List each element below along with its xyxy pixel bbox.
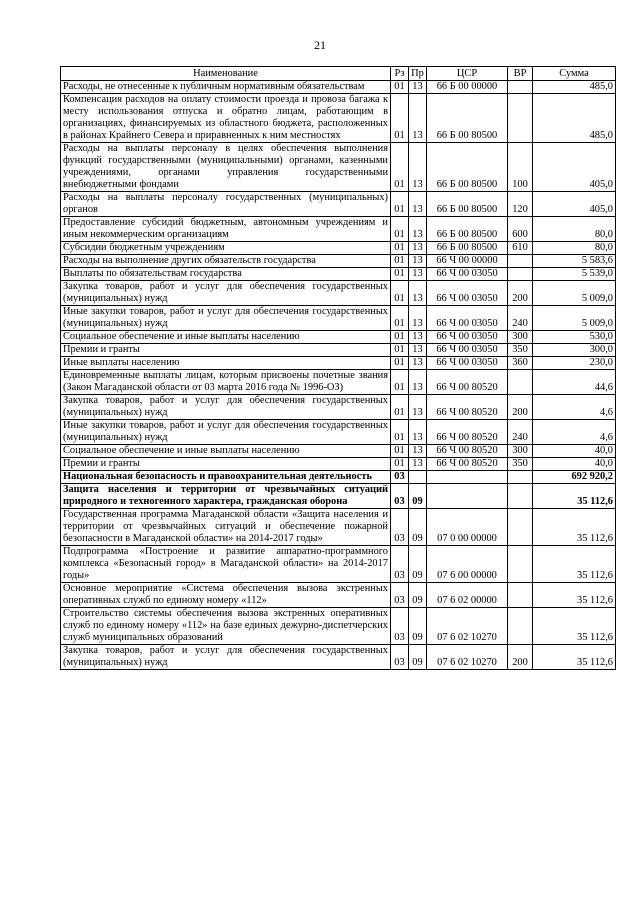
table-row: [61, 255, 616, 268]
cell-sum: 40,0: [533, 445, 616, 458]
cell-rz: 01: [391, 255, 409, 268]
header-csr: ЦСР: [427, 67, 508, 81]
cell-name: Социальное обеспечение и иные выплаты населению: [61, 445, 391, 458]
cell-csr: [427, 484, 508, 509]
cell-rz: 01: [391, 242, 409, 255]
cell-csr: 66 Б 00 80500: [427, 192, 508, 217]
cell-vr: 120: [508, 192, 533, 217]
cell-sum: 35 112,6: [533, 608, 616, 645]
cell-pr: 13: [409, 306, 427, 331]
cell-rz: 01: [391, 370, 409, 395]
cell-csr: 07 6 02 10270: [427, 608, 508, 645]
cell-name: Иные закупки товаров, работ и услуг для обеспечения государственных (муниципальных) нужд: [61, 306, 391, 331]
cell-name: Социальное обеспечение и иные выплаты населению: [61, 331, 391, 344]
cell-sum: 35 112,6: [533, 645, 616, 670]
cell-pr: 13: [409, 255, 427, 268]
header-vr: ВР: [508, 67, 533, 81]
cell-csr: 66 Ч 00 03050: [427, 268, 508, 281]
table-row: [61, 471, 616, 484]
cell-name: Расходы на выплаты персоналу государственных (муниципальных) органов: [61, 192, 391, 217]
cell-pr: 13: [409, 242, 427, 255]
cell-vr: 350: [508, 458, 533, 471]
cell-name: Закупка товаров, работ и услуг для обеспечения государственных (муниципальных) нужд: [61, 281, 391, 306]
cell-sum: 35 112,6: [533, 583, 616, 608]
cell-vr: 350: [508, 344, 533, 357]
cell-csr: 07 6 00 00000: [427, 546, 508, 583]
table-row: [61, 370, 616, 395]
cell-name: Закупка товаров, работ и услуг для обеспечения государственных (муниципальных) нужд: [61, 645, 391, 670]
cell-sum: 300,0: [533, 344, 616, 357]
cell-rz: 03: [391, 608, 409, 645]
cell-pr: 09: [409, 645, 427, 670]
cell-rz: 01: [391, 357, 409, 370]
cell-name: Субсидии бюджетным учреждениям: [61, 242, 391, 255]
cell-name: Предоставление субсидий бюджетным, автономным учреждениям и иным некоммерческим организациям: [61, 217, 391, 242]
cell-rz: 01: [391, 281, 409, 306]
table-body: [61, 81, 616, 670]
cell-name: Иные закупки товаров, работ и услуг для обеспечения государственных (муниципальных) нужд: [61, 420, 391, 445]
cell-sum: 530,0: [533, 331, 616, 344]
cell-vr: [508, 471, 533, 484]
cell-sum: 4,6: [533, 420, 616, 445]
cell-vr: 300: [508, 331, 533, 344]
table-row: [61, 306, 616, 331]
cell-csr: 66 Ч 00 03050: [427, 306, 508, 331]
table-row: [61, 395, 616, 420]
cell-sum: 485,0: [533, 94, 616, 143]
table-row: [61, 445, 616, 458]
cell-name: Национальная безопасность и правоохранительная деятельность: [61, 471, 391, 484]
cell-csr: 66 Б 00 00000: [427, 81, 508, 94]
cell-pr: 13: [409, 370, 427, 395]
cell-vr: [508, 608, 533, 645]
cell-csr: 07 6 02 00000: [427, 583, 508, 608]
cell-sum: 35 112,6: [533, 509, 616, 546]
cell-vr: 240: [508, 306, 533, 331]
cell-csr: 66 Ч 00 80520: [427, 458, 508, 471]
cell-name: Расходы на выполнение других обязательств государства: [61, 255, 391, 268]
cell-rz: 03: [391, 645, 409, 670]
cell-pr: 13: [409, 331, 427, 344]
cell-name: Защита населения и территории от чрезвычайных ситуаций природного и техногенного характера, гражданская оборона: [61, 484, 391, 509]
cell-rz: 01: [391, 344, 409, 357]
cell-vr: 200: [508, 281, 533, 306]
cell-csr: 66 Ч 00 80520: [427, 420, 508, 445]
table-row: [61, 192, 616, 217]
cell-csr: [427, 471, 508, 484]
table-row: [61, 217, 616, 242]
table-row: [61, 94, 616, 143]
table-row: [61, 281, 616, 306]
cell-sum: 5 583,6: [533, 255, 616, 268]
cell-pr: 13: [409, 281, 427, 306]
cell-vr: 610: [508, 242, 533, 255]
cell-pr: 09: [409, 583, 427, 608]
cell-rz: 03: [391, 484, 409, 509]
cell-vr: [508, 583, 533, 608]
cell-pr: [409, 471, 427, 484]
table-row: [61, 645, 616, 670]
header-rz: Рз: [391, 67, 409, 81]
table-row: [61, 268, 616, 281]
table-header-row: [61, 67, 616, 81]
cell-pr: 13: [409, 268, 427, 281]
table-row: [61, 458, 616, 471]
cell-rz: 01: [391, 445, 409, 458]
cell-rz: 01: [391, 143, 409, 192]
cell-name: Единовременные выплаты лицам, которым присвоены почетные звания (Закон Магаданской области от 03 марта 2016 года № 1996-ОЗ): [61, 370, 391, 395]
cell-sum: 5 009,0: [533, 306, 616, 331]
cell-rz: 01: [391, 306, 409, 331]
cell-vr: 300: [508, 445, 533, 458]
header-pr: Пр: [409, 67, 427, 81]
cell-name: Основное мероприятие «Система обеспечения вызова экстренных оперативных служб по единому номеру «112»: [61, 583, 391, 608]
cell-vr: [508, 81, 533, 94]
budget-table: [60, 66, 616, 670]
cell-sum: 230,0: [533, 357, 616, 370]
cell-name: Закупка товаров, работ и услуг для обеспечения государственных (муниципальных) нужд: [61, 395, 391, 420]
cell-pr: 13: [409, 420, 427, 445]
cell-rz: 03: [391, 509, 409, 546]
cell-vr: 600: [508, 217, 533, 242]
cell-name: Компенсация расходов на оплату стоимости проезда и провоза багажа к месту использования отпуска и обратно лицам, работающим в организациях, финансируемых из областного бюджета, расположенных в районах Крайнего Севера и приравненных к ним местностях: [61, 94, 391, 143]
cell-pr: 13: [409, 81, 427, 94]
cell-sum: 692 920,2: [533, 471, 616, 484]
cell-pr: 13: [409, 395, 427, 420]
cell-rz: 01: [391, 420, 409, 445]
cell-vr: [508, 255, 533, 268]
cell-vr: 100: [508, 143, 533, 192]
cell-pr: 13: [409, 94, 427, 143]
table-row: [61, 509, 616, 546]
cell-pr: 13: [409, 192, 427, 217]
cell-csr: 66 Ч 00 80520: [427, 395, 508, 420]
cell-name: Выплаты по обязательствам государства: [61, 268, 391, 281]
cell-name: Строительство системы обеспечения вызова экстренных оперативных служб по единому номеру «112» на базе единых дежурно-диспетчерских служб муниципальных образований: [61, 608, 391, 645]
cell-sum: 5 009,0: [533, 281, 616, 306]
cell-vr: 200: [508, 645, 533, 670]
table-row: [61, 420, 616, 445]
cell-pr: 13: [409, 357, 427, 370]
cell-vr: [508, 94, 533, 143]
cell-rz: 03: [391, 583, 409, 608]
cell-name: Премии и гранты: [61, 344, 391, 357]
cell-sum: 35 112,6: [533, 546, 616, 583]
table-row: [61, 331, 616, 344]
cell-sum: 80,0: [533, 242, 616, 255]
cell-rz: 01: [391, 395, 409, 420]
cell-csr: 66 Ч 00 03050: [427, 281, 508, 306]
cell-pr: 13: [409, 344, 427, 357]
cell-pr: 13: [409, 445, 427, 458]
table-row: [61, 484, 616, 509]
cell-name: Расходы на выплаты персоналу в целях обеспечения выполнения функций государственными (муниципальными) органами, казенными учреждениями, органами управления государственными внебюджетными фондами: [61, 143, 391, 192]
cell-sum: 4,6: [533, 395, 616, 420]
cell-name: Государственная программа Магаданской области «Защита населения и территории от чрезвычайных ситуаций и обеспечение пожарной безопасности в Магаданской области» на 2014-2017 годы»: [61, 509, 391, 546]
cell-rz: 01: [391, 217, 409, 242]
cell-name: Иные выплаты населению: [61, 357, 391, 370]
cell-pr: 09: [409, 509, 427, 546]
cell-csr: 66 Б 00 80500: [427, 217, 508, 242]
table-row: [61, 81, 616, 94]
cell-vr: 240: [508, 420, 533, 445]
cell-sum: 80,0: [533, 217, 616, 242]
cell-vr: [508, 370, 533, 395]
cell-csr: 66 Б 00 80500: [427, 143, 508, 192]
cell-vr: [508, 509, 533, 546]
cell-pr: 13: [409, 458, 427, 471]
cell-csr: 66 Ч 00 00000: [427, 255, 508, 268]
cell-sum: 40,0: [533, 458, 616, 471]
cell-csr: 66 Ч 00 03050: [427, 357, 508, 370]
cell-vr: [508, 546, 533, 583]
cell-vr: [508, 268, 533, 281]
table-row: [61, 357, 616, 370]
cell-sum: 35 112,6: [533, 484, 616, 509]
cell-pr: 13: [409, 217, 427, 242]
cell-pr: 09: [409, 546, 427, 583]
cell-csr: 07 0 00 00000: [427, 509, 508, 546]
cell-csr: 66 Ч 00 03050: [427, 331, 508, 344]
cell-sum: 485,0: [533, 81, 616, 94]
table-row: [61, 143, 616, 192]
cell-name: Расходы, не отнесенные к публичным нормативным обязательствам: [61, 81, 391, 94]
cell-csr: 66 Б 00 80500: [427, 94, 508, 143]
cell-csr: 07 6 02 10270: [427, 645, 508, 670]
table-row: [61, 608, 616, 645]
table-row: [61, 546, 616, 583]
cell-rz: 01: [391, 268, 409, 281]
table-row: [61, 583, 616, 608]
cell-sum: 405,0: [533, 192, 616, 217]
cell-sum: 5 539,0: [533, 268, 616, 281]
cell-rz: 03: [391, 471, 409, 484]
cell-vr: 200: [508, 395, 533, 420]
cell-csr: 66 Ч 00 03050: [427, 344, 508, 357]
cell-rz: 01: [391, 331, 409, 344]
cell-name: Подпрограмма «Построение и развитие аппаратно-программного комплекса «Безопасный город» в Магаданской области» на 2014-2017 годы»: [61, 546, 391, 583]
cell-csr: 66 Ч 00 80520: [427, 445, 508, 458]
cell-pr: 13: [409, 143, 427, 192]
cell-rz: 01: [391, 458, 409, 471]
header-name: Наименование: [61, 67, 391, 81]
cell-sum: 44,6: [533, 370, 616, 395]
cell-sum: 405,0: [533, 143, 616, 192]
table-row: [61, 344, 616, 357]
page-number: 21: [314, 38, 326, 52]
cell-csr: 66 Б 00 80500: [427, 242, 508, 255]
cell-name: Премии и гранты: [61, 458, 391, 471]
header-sum: Сумма: [533, 67, 616, 81]
cell-rz: 03: [391, 546, 409, 583]
cell-rz: 01: [391, 192, 409, 217]
cell-rz: 01: [391, 94, 409, 143]
cell-pr: 09: [409, 608, 427, 645]
cell-rz: 01: [391, 81, 409, 94]
cell-vr: [508, 484, 533, 509]
cell-pr: 09: [409, 484, 427, 509]
cell-csr: 66 Ч 00 80520: [427, 370, 508, 395]
cell-vr: 360: [508, 357, 533, 370]
table-row: [61, 242, 616, 255]
